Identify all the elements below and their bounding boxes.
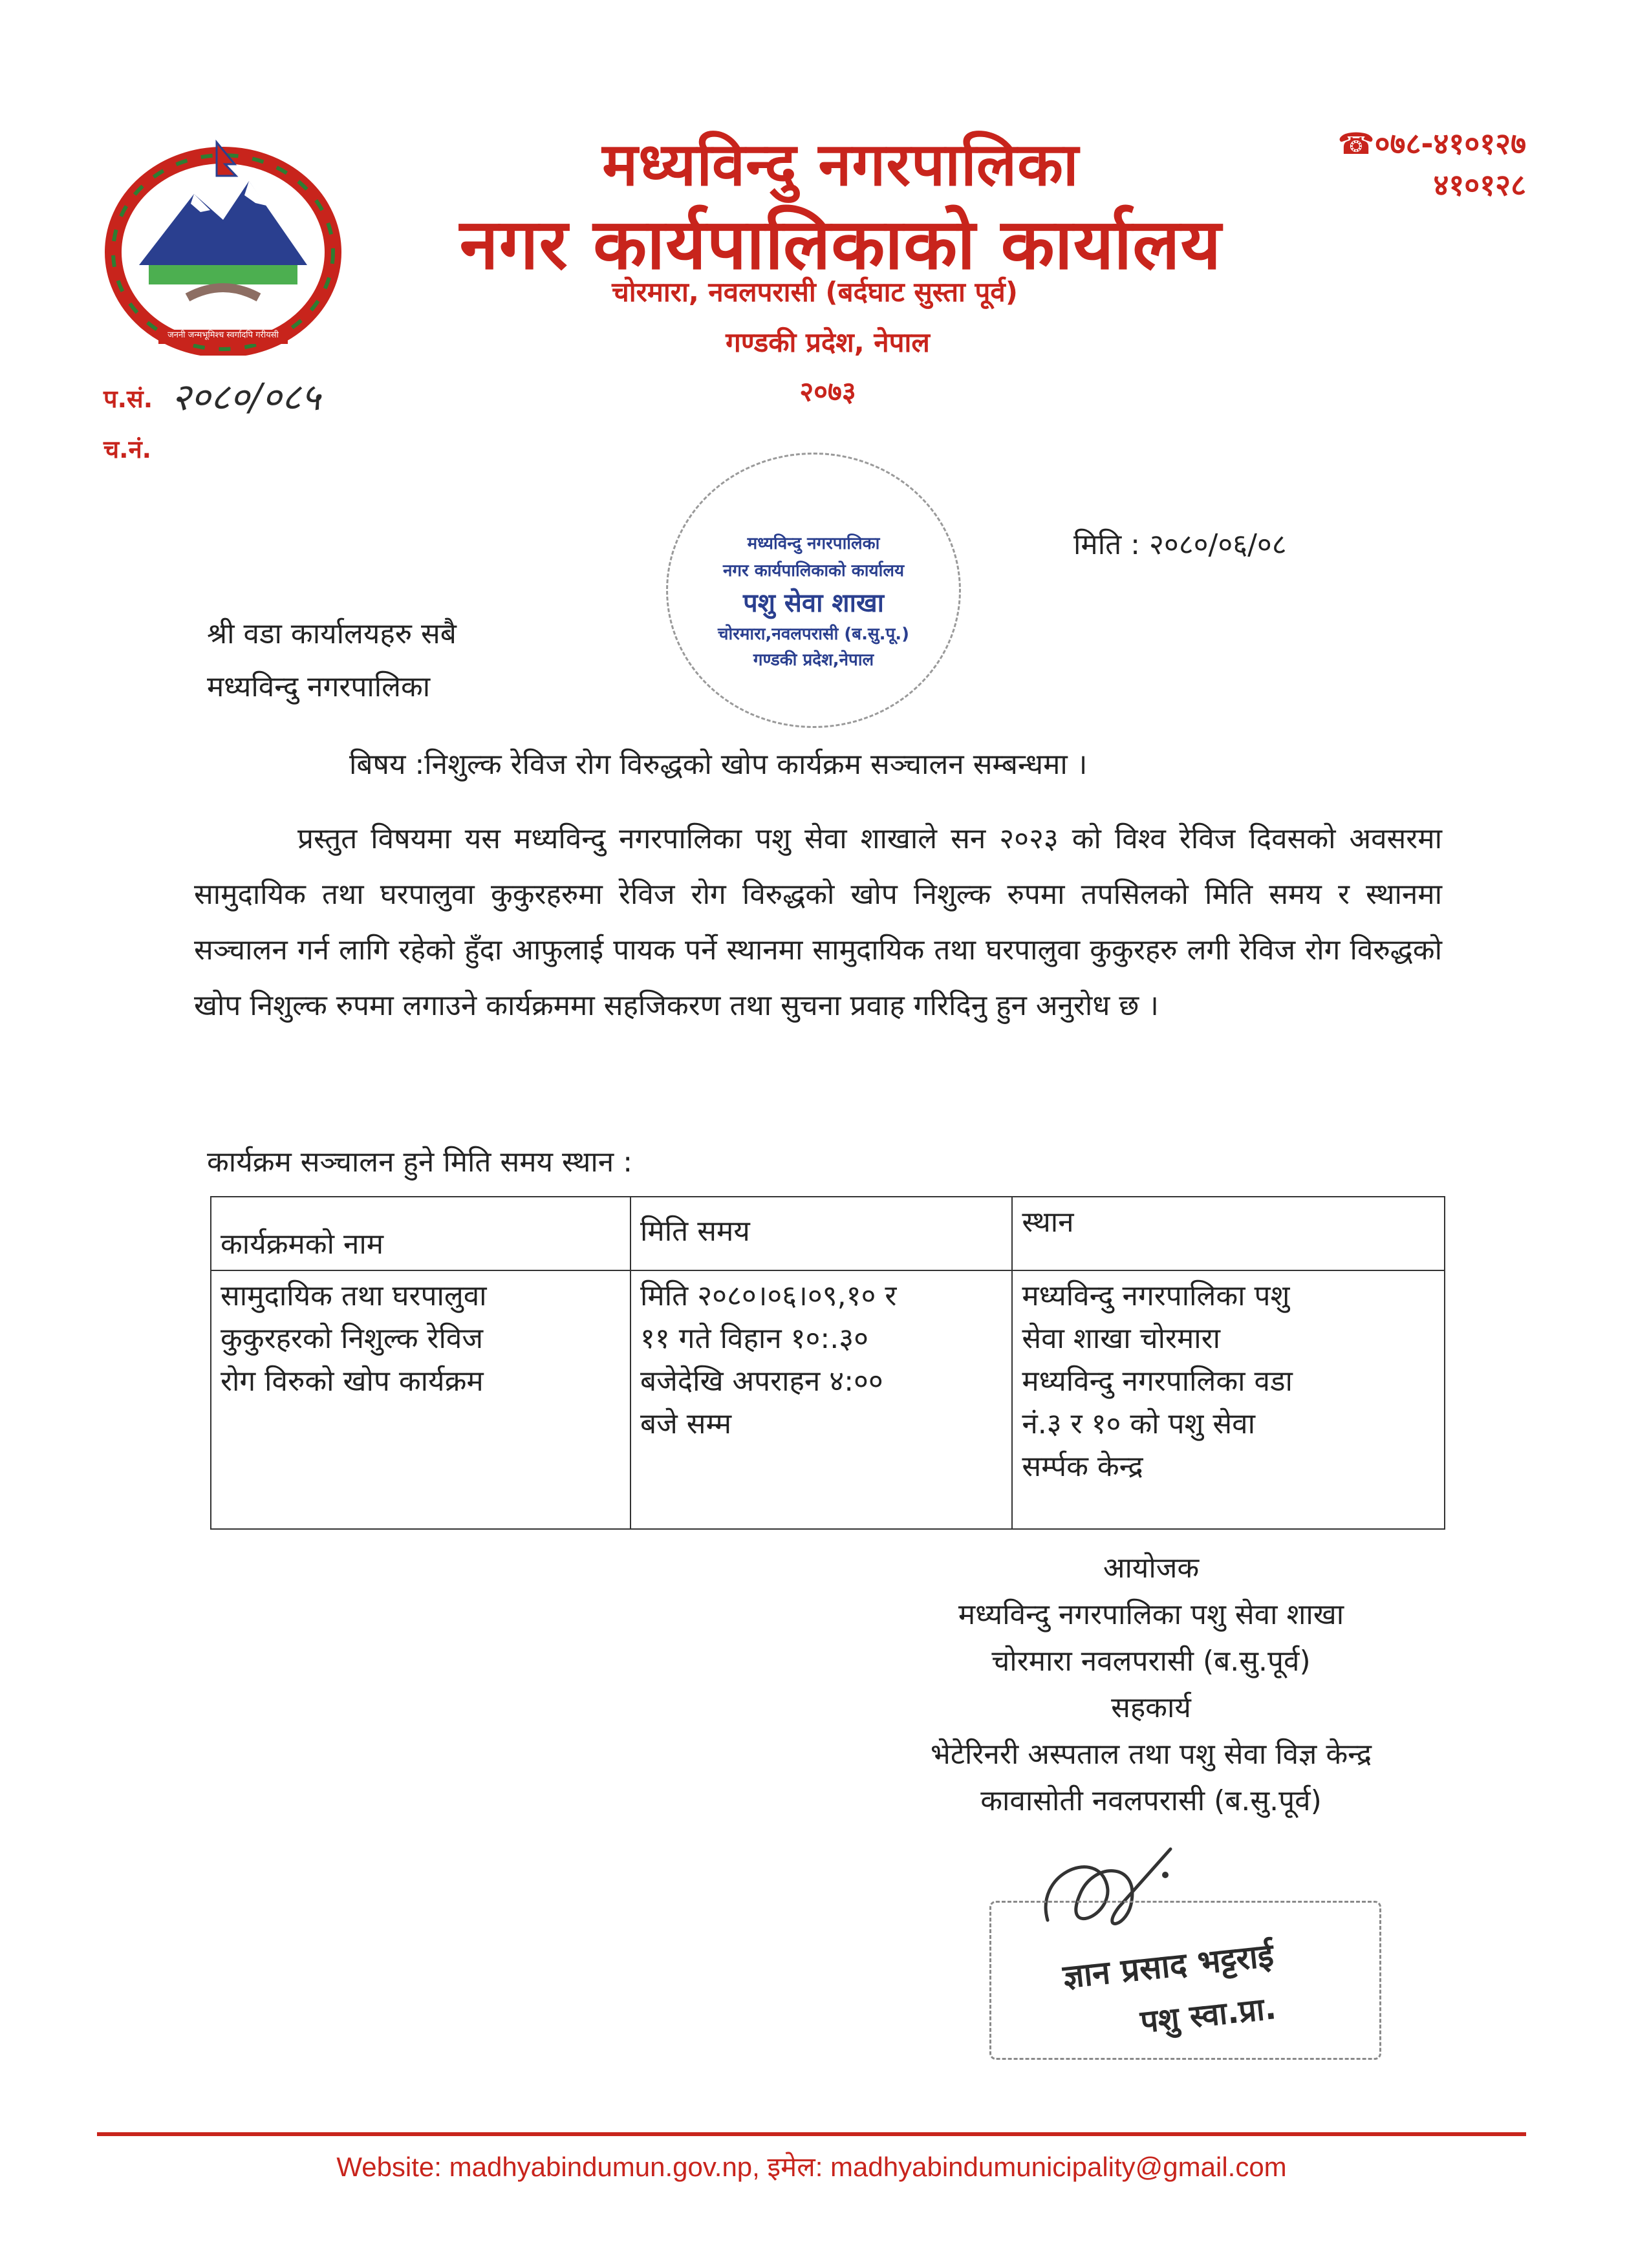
cell-line: कुकुरहरको निशुल्क रेविज: [221, 1322, 483, 1355]
organizer-label: आयोजक: [1103, 1552, 1200, 1585]
cell-line: सामुदायिक तथा घरपालुवा: [221, 1279, 487, 1312]
cell-line: बजे सम्म: [640, 1407, 732, 1440]
cell-line: सर्म्पक केन्द्र: [1022, 1450, 1143, 1483]
recipient-line-2: मध्यविन्दु नगरपालिका: [207, 670, 431, 703]
cell-line: मध्यविन्दु नगरपालिका पशु: [1022, 1279, 1290, 1312]
office-round-stamp: [666, 453, 961, 728]
signer-title: पशु स्वा.प्रा.: [1138, 1990, 1278, 2040]
schedule-intro: कार्यक्रम सञ्चालन हुने मिति समय स्थान :: [207, 1146, 633, 1179]
collaborator-line-2: कावासोती नवलपरासी (ब.सु.पूर्व): [980, 1784, 1322, 1817]
programme-table: [210, 1196, 1445, 1530]
cell-line: बजेदेखि अपराहन ४:००: [640, 1365, 883, 1398]
organizer-line-1: मध्यविन्दु नगरपालिका पशु सेवा शाखा: [958, 1598, 1344, 1631]
stamp-line-1: मध्यविन्दु नगरपालिका: [747, 534, 880, 553]
table-header-time: मिति समय: [630, 1197, 1012, 1270]
table-cell-name: [211, 1270, 630, 1529]
body-paragraph: प्रस्तुत विषयमा यस मध्यविन्दु नगरपालिका पशु सेवा शाखाले सन २०२३ को विश्व रेविज दिवसको अवसरमा सामुदायिक तथा घरपालुवा कुकुरहरुमा रेविज रोग विरुद्धको खोप निशुल्क रुपमा तपसिलको मिति समय र स्थानमा सञ्चालन गर्न लागि रहेको हुँदा आफुलाई पायक पर्ने स्थानमा सामुदायिक तथा घरपालुवा कुकुरहरु लगी रेविज रोग विरुद्धको खोप निशुल्क रुपमा लगाउने कार्यक्रममा सहजिकरण तथा सुचना प्रवाह गरिदिनु हुन अनुरोध छ ।: [194, 822, 1442, 1022]
municipality-title: मध्यविन्दु नगरपालिका: [602, 130, 1079, 199]
table-cell-place: [1012, 1270, 1445, 1529]
emblem-motto: जननी जन्मभूमिश्च स्वर्गादपि गरीयसी: [167, 330, 279, 340]
organizer-block: [860, 1545, 1442, 1824]
office-title: नगर कार्यपालिकाको कार्यालय: [459, 204, 1222, 285]
signer-stamp: [989, 1901, 1381, 2060]
ps-value: २०८०/०८५: [171, 375, 321, 419]
recipient: [207, 608, 457, 714]
table-header-place: स्थान: [1012, 1197, 1445, 1270]
phone-line-2: ४१०१२८: [1433, 167, 1526, 202]
letter-subject: बिषय :निशुल्क रेविज रोग विरुद्धको खोप कार्यक्रम सञ्चालन सम्बन्धमा ।: [349, 748, 1088, 781]
cell-line: मिति २०८०।०६।०९,१० र: [640, 1279, 897, 1312]
table-header-row: [211, 1197, 1445, 1270]
table-header-name: कार्यक्रमको नाम: [211, 1197, 630, 1270]
phone-line-1: ☎०७८-४१०१२७: [1337, 126, 1526, 161]
office-address: चोरमारा, नवलपरासी (बर्दघाट सुस्ता पूर्व): [612, 276, 1018, 308]
stamp-line-5: गण्डकी प्रदेश,नेपाल: [753, 650, 874, 670]
cell-line: मध्यविन्दु नगरपालिका वडा: [1022, 1365, 1293, 1398]
cn-label: च.नं.: [103, 435, 152, 464]
table-row: [211, 1270, 1445, 1529]
cell-line: ११ गते विहान १०:.३०: [640, 1322, 868, 1355]
stamp-line-4: चोरमारा,नवलपरासी (ब.सु.पू.): [717, 625, 909, 644]
cell-line: सेवा शाखा चोरमारा: [1022, 1322, 1221, 1355]
cell-line: नं.३ र १० को पशु सेवा: [1022, 1407, 1256, 1440]
nepal-emblem-icon: [97, 136, 349, 356]
establishment-year: २०७३: [799, 376, 856, 407]
organizer-line-2: चोरमारा नवलपरासी (ब.सु.पूर्व): [991, 1645, 1311, 1678]
cell-line: रोग विरुको खोप कार्यक्रम: [221, 1365, 484, 1398]
signer-name: ज्ञान प्रसाद भट्टराई: [1061, 1936, 1276, 1996]
office-province: गण्डकी प्रदेश, नेपाल: [726, 326, 930, 358]
stamp-line-3: पशु सेवा शाखा: [742, 588, 885, 618]
stamp-line-2: नगर कार्यपालिकाको कार्यालय: [722, 561, 905, 581]
ps-label: प.सं.: [103, 385, 153, 413]
footer-rule: [97, 2132, 1526, 2136]
table-cell-time: [630, 1270, 1012, 1529]
collaborator-label: सहकार्य: [1111, 1691, 1191, 1724]
footer-contact: Website: madhyabindumun.gov.np, इमेल: madhyabindumunicipality@gmail.com: [336, 2152, 1287, 2182]
recipient-line-1: श्री वडा कार्यालयहरु सबै: [207, 617, 457, 650]
phone-number: [1190, 123, 1526, 206]
collaborator-line-1: भेटेरिनरी अस्पताल तथा पशु सेवा विज्ञ केन्द्र: [930, 1738, 1372, 1771]
letter-date: मिति : २०८०/०६/०८: [1073, 528, 1287, 561]
